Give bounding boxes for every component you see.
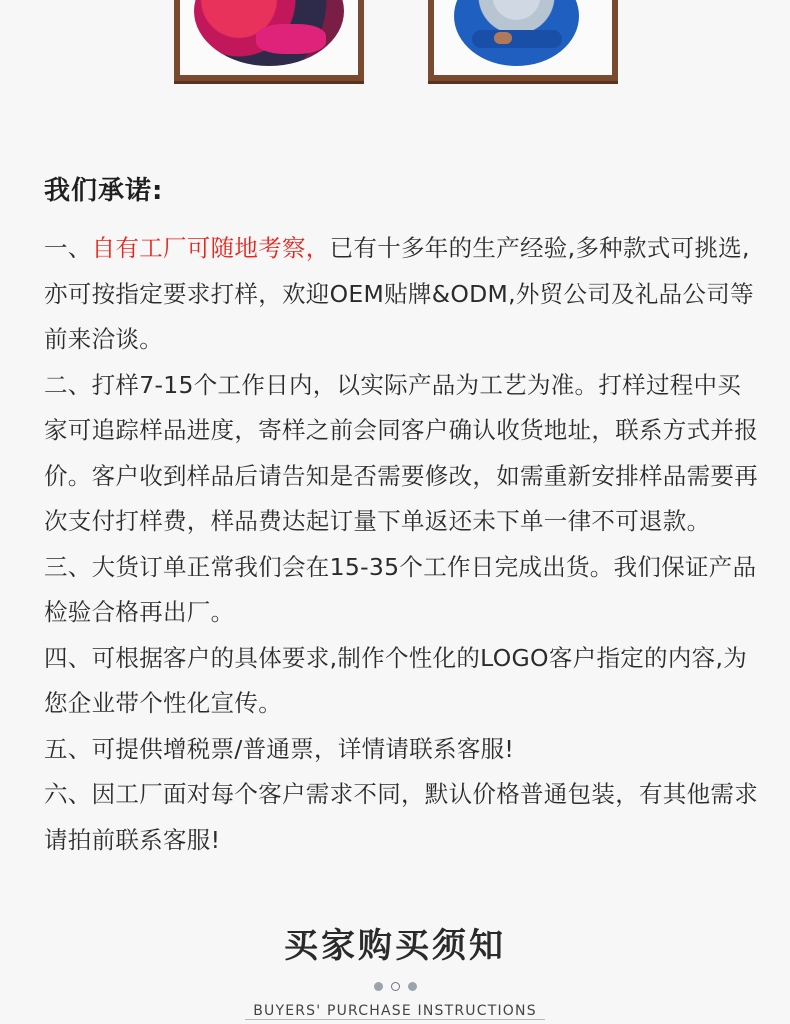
photo-mat: [180, 0, 358, 75]
dot-icon: [408, 982, 417, 991]
promise-item: [44, 772, 760, 863]
promise-item: [44, 636, 760, 727]
promise-text: 已有十多年的生产经验,多种款式可挑选,亦可按指定要求打样，欢迎OEM贴牌&ODM,外贸公司及礼品公司等前来洽谈。: [44, 234, 754, 353]
promise-item: [44, 226, 760, 363]
photo-frame-left: [174, 0, 364, 84]
promise-list: [44, 226, 760, 863]
promise-item: [44, 545, 760, 636]
section-title: 买家购买须知: [284, 926, 506, 966]
promise-prefix: 五、: [44, 734, 92, 763]
promise-highlight: 自有工厂可随地考察，: [91, 234, 330, 262]
promise-text: 可提供增税票/普通票，详情请联系客服!: [91, 734, 515, 763]
worker-photo: [454, 0, 579, 66]
promise-prefix: 二、: [44, 370, 92, 399]
promise-text: 大货订单正常我们会在15-35个工作日完成出货。我们保证产品检验合格再出厂。: [44, 552, 757, 626]
promise-prefix: 三、: [44, 552, 92, 581]
promise-text: 因工厂面对每个客户需求不同，默认价格普通包装，有其他需求请拍前联系客服!: [44, 780, 759, 854]
section-subtitle: BUYERS' PURCHASE INSTRUCTIONS: [253, 1003, 537, 1019]
dot-icon: [374, 982, 383, 991]
promise-item: [44, 727, 760, 773]
product-photo: [194, 0, 344, 66]
dot-icon-active: [391, 982, 400, 991]
carousel-dots: [0, 982, 790, 991]
promise-prefix: 四、: [44, 643, 92, 672]
photo-mat: [434, 0, 612, 75]
promise-heading: 我们承诺:: [44, 176, 164, 206]
promise-text: 可根据客户的具体要求,制作个性化的LOGO客户指定的内容,为您企业带个性化宣传。: [44, 643, 748, 717]
promise-text: 打样7-15个工作日内，以实际产品为工艺为准。打样过程中买家可追踪样品进度，寄样之前会同客户确认收货地址，联系方式并报价。客户收到样品后请告知是否需要修改，如需重新安排样品需要再次支付打样费，样品费达起订量下单返还未下单一律不可退款。: [44, 370, 758, 535]
promise-item: [44, 363, 760, 545]
photo-frame-right: [428, 0, 618, 84]
promise-prefix: 六、: [44, 780, 92, 808]
promise-prefix: 一、: [44, 234, 92, 262]
divider: [245, 1019, 545, 1020]
